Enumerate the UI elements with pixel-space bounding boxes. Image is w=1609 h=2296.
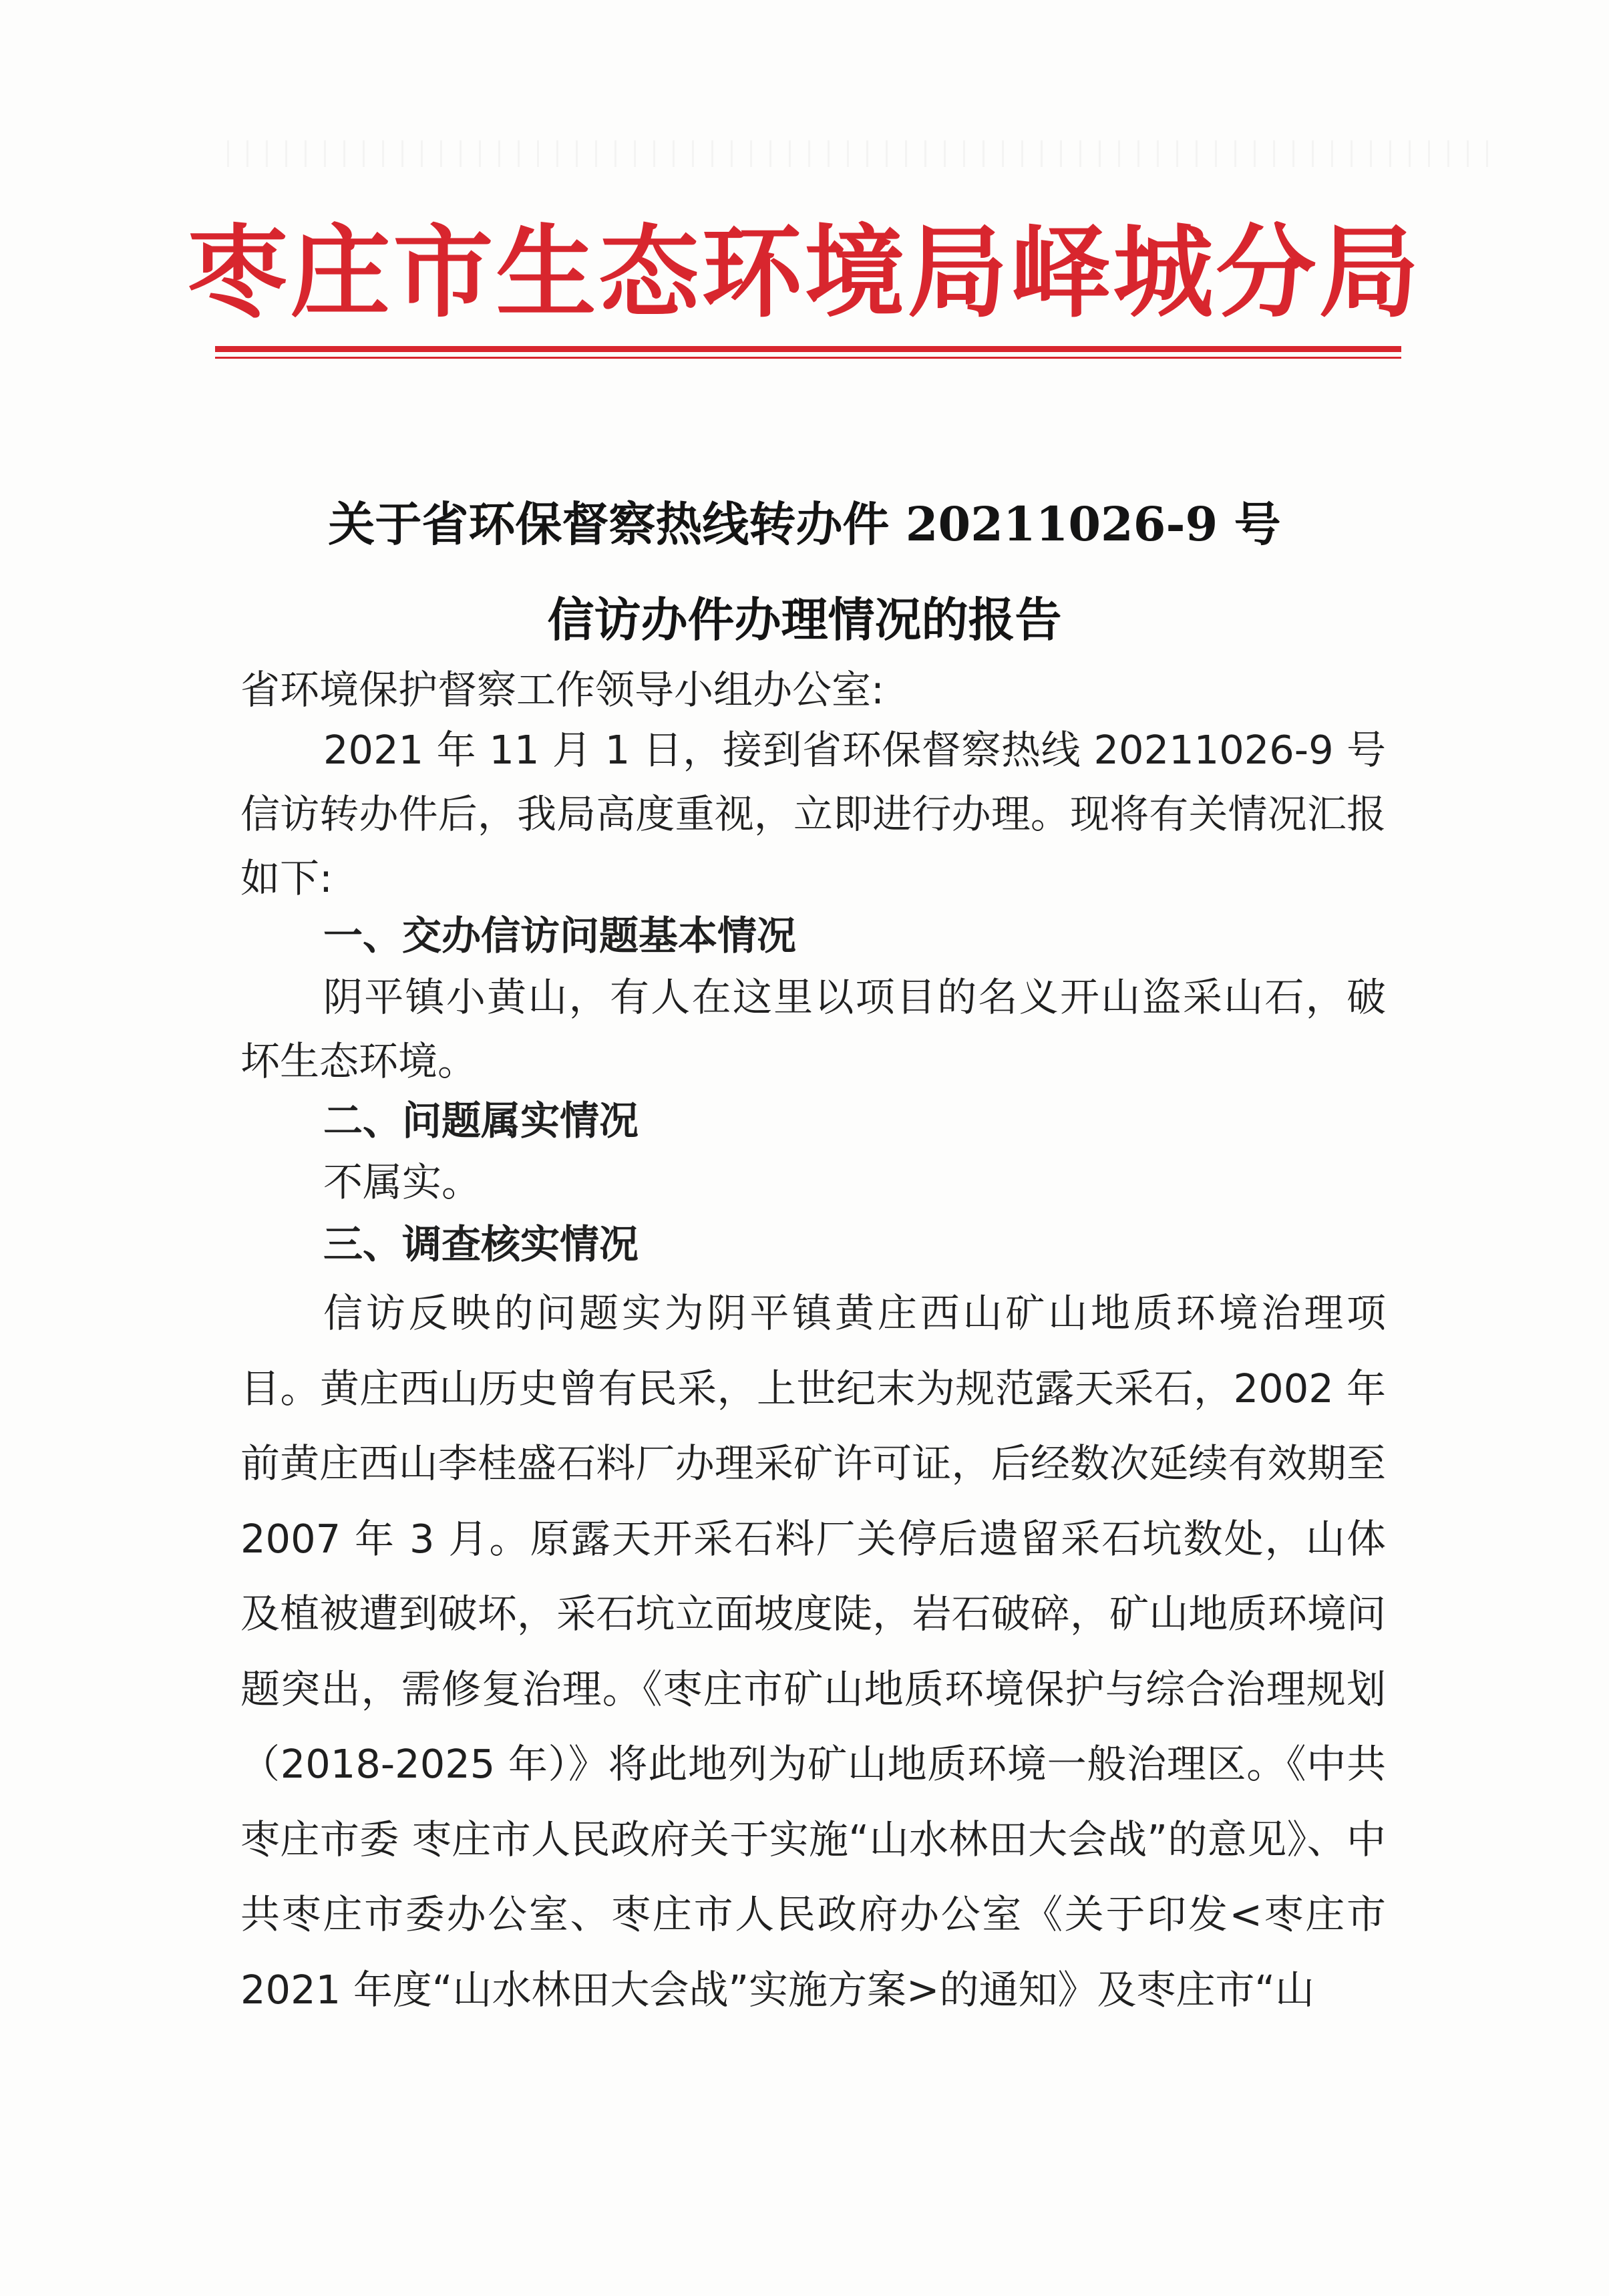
section3-body-text: 信访反映的问题实为阴平镇黄庄西山矿山地质环境治理项目。黄庄西山历史曾有民采，上世纪末为规范露天采石，2002 年前黄庄西山李桂盛石料厂办理采矿许可证，后经数次延续有效期至 2007 年 3 月。原露天开采石料厂关停后遗留采石坑数处，山体及植被遭到破坏，采石坑立面坡度陡，岩石破碎，矿山地质环境问题突出，需修复治理。《枣庄市矿山地质环境保护与综合治理规划（2018-2025 年）》将此地列为矿山地质环境一般治理区。《中共枣庄市委 枣庄市人民政府关于实施“山水林田大会战”的意见》、中共枣庄市委办公室、枣庄市人民政府办公室《关于印发<枣庄市 2021 年度“山水林田大会战”实施方案>的通知》及枣庄市“山: [240, 1290, 1386, 2013]
intro-text: 2021 年 11 月 1 日，接到省环保督察热线 20211026-9 号信访转办件后，我局高度重视，立即进行办理。现将有关情况汇报如下:: [240, 727, 1386, 901]
document-title-line1: 关于省环保督察热线转办件 20211026-9 号: [328, 496, 1281, 552]
section3-heading-text: 三、调查核实情况: [323, 1221, 639, 1267]
section2-heading: [240, 1089, 1386, 1153]
section3-heading: [240, 1212, 1386, 1277]
section1-heading-text: 一、交办信访问题基本情况: [323, 913, 797, 959]
masthead-rule-thick: [215, 346, 1401, 352]
section1-heading: [240, 904, 1386, 968]
section3-body: [240, 1276, 1386, 2027]
section2-heading-text: 二、问题属实情况: [323, 1098, 639, 1144]
section2-body: [240, 1150, 1386, 1214]
section1-body-text: 阴平镇小黄山，有人在这里以项目的名义开山盗采山石，破坏生态环境。: [240, 974, 1386, 1084]
intro-paragraph: [240, 718, 1386, 911]
section2-body-text: 不属实。: [323, 1159, 482, 1205]
section1-body: [240, 965, 1386, 1094]
addressee: 省环境保护督察工作领导小组办公室:: [240, 667, 884, 713]
document-title-line2: 信访办件办理情况的报告: [547, 592, 1062, 647]
masthead-rule-thin: [215, 357, 1401, 359]
scan-noise: [227, 140, 1496, 167]
agency-masthead: 枣庄市生态环境局峄城分局: [187, 214, 1422, 331]
